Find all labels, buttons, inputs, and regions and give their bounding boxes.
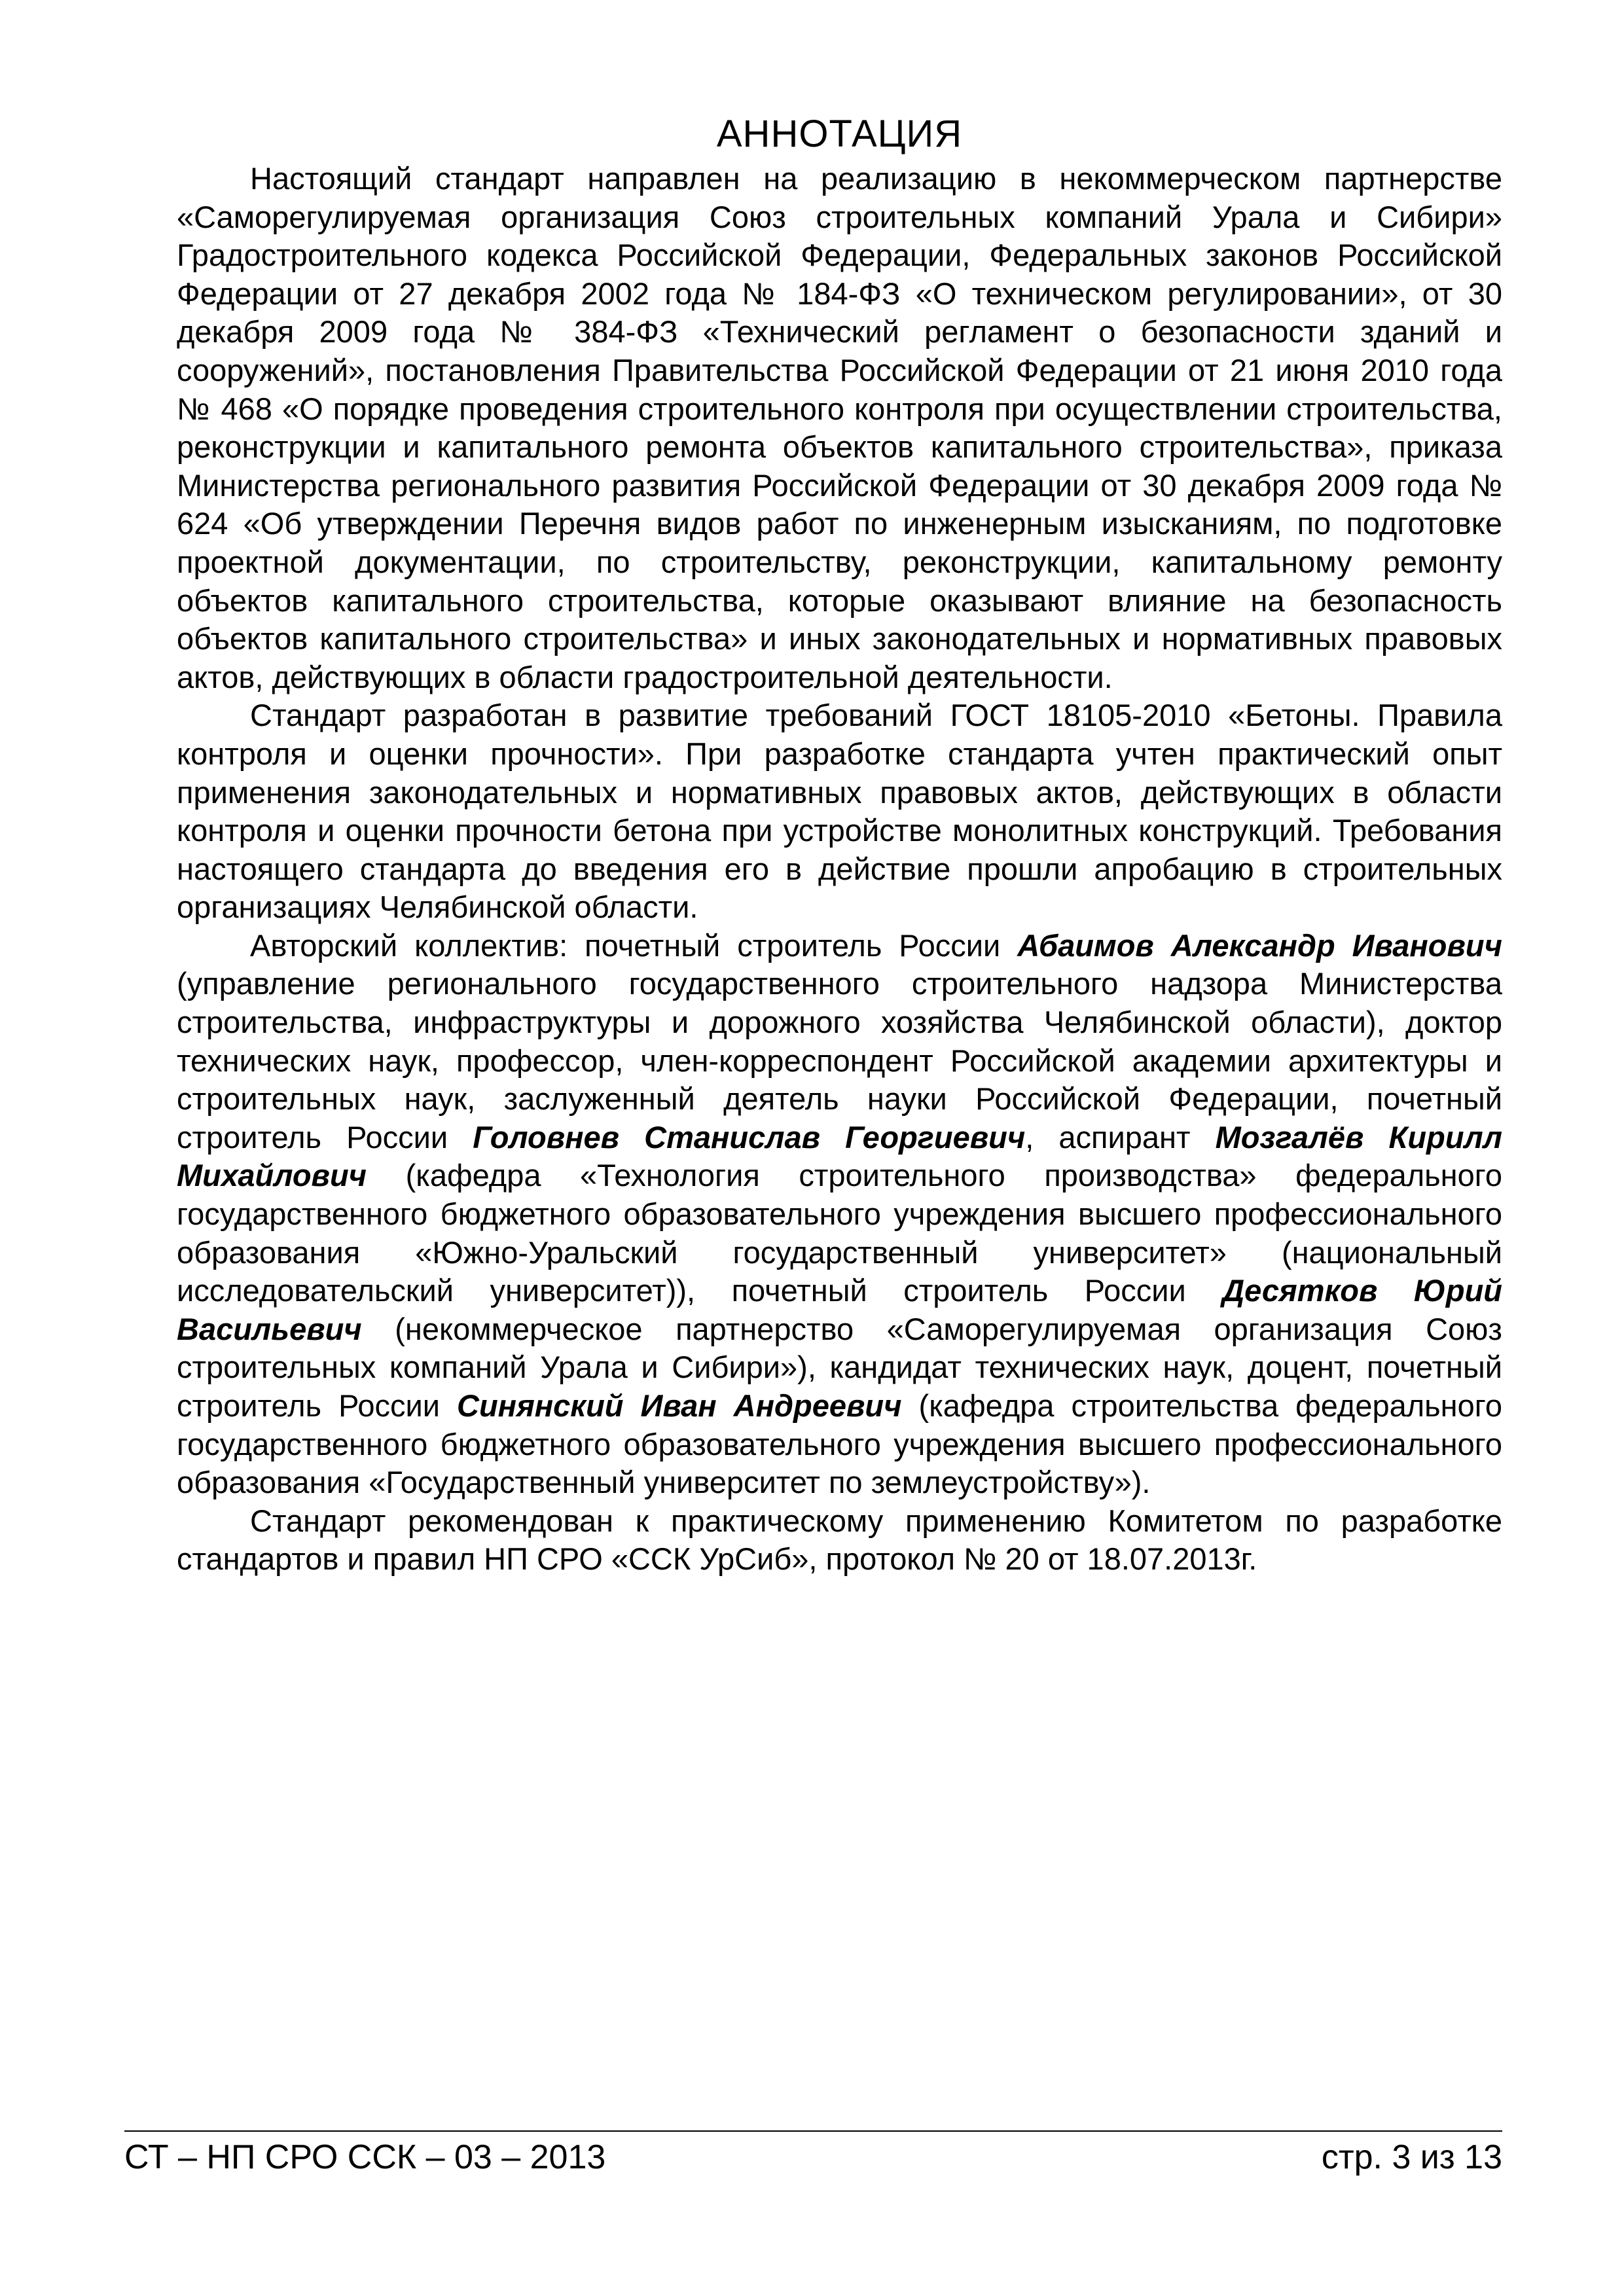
footer-page-number: стр. 3 из 13 bbox=[1321, 2138, 1502, 2176]
author-name: Десятков Юрий Васильевич bbox=[177, 1273, 1502, 1346]
footer-divider bbox=[124, 2130, 1502, 2132]
paragraph-text: (кафедра строительства федерального государственного бюджетного образовательного учреждения высшего профессионального образования «Государственный университет по землеустройству»). bbox=[177, 1388, 1502, 1500]
paragraph-purpose bbox=[177, 160, 1502, 696]
document-body bbox=[177, 111, 1502, 1579]
paragraph-text: Авторский коллектив: почетный строитель России bbox=[250, 927, 1018, 963]
author-name: Абаимов Александр Иванович bbox=[1017, 927, 1502, 963]
paragraph-text: (управление регионального государственного строительного надзора Министерства строительства, инфраструктуры и дорожного хозяйства Челябинской области), доктор технических наук, профессор, член-корреспондент Российской академии архитектуры и строительных наук, заслуженный деятель науки Российской Федерации, почетный строитель России bbox=[177, 966, 1502, 1155]
page-title: АННОТАЦИЯ bbox=[716, 113, 963, 155]
paragraph-text: Настоящий стандарт направлен на реализацию в некоммерческом партнерстве «Саморегулируемая организация Союз строительных компаний Урала и Сибири» Градостроительного кодекса Российской Федерации, Федеральных законов Российской Федерации от 27 декабря 2002 года № 184-ФЗ «О техническом регулировании», от 30 декабря 2009 года № 384-ФЗ «Технический регламент о безопасности зданий и сооружений», постановления Правительства Российской Федерации от 21 июня 2010 года № 468 «О порядке проведения строительного контроля при осуществлении строительства, реконструкции и капитального ремонта объектов капитального строительства», приказа Министерства регионального развития Российской Федерации от 30 декабря 2009 года № 624 «Об утверждении Перечня видов работ по инженерным изысканиям, по подготовке проектной документации, по строительству, реконструкции, капитальному ремонту объектов капитального строительства, которые оказывают влияние на безопасность объектов капитального строительства» и иных законодательных и нормативных правовых актов, действующих в области градостроительной деятельности. bbox=[177, 161, 1502, 694]
author-name: Мозгалёв Кирилл Михайлович bbox=[177, 1119, 1503, 1193]
paragraph-text: (некоммерческое партнерство «Саморегулируемая организация Союз строительных компаний Урала и Сибири»), кандидат технических наук, доцент, почетный строитель России bbox=[177, 1311, 1502, 1423]
footer-doc-code: СТ – НП СРО ССК – 03 – 2013 bbox=[124, 2138, 606, 2176]
paragraph-text: Стандарт разработан в развитие требований ГОСТ 18105-2010 «Бетоны. Правила контроля и оценки прочности». При разработке стандарта учтен практический опыт применения законодательных и нормативных правовых актов, действующих в области контроля и оценки прочности бетона при устройстве монолитных конструкций. Требования настоящего стандарта до введения его в действие прошли апробацию в строительных организациях Челябинской области. bbox=[177, 698, 1502, 925]
paragraph-recommendation bbox=[177, 1502, 1502, 1579]
paragraph-authors bbox=[177, 927, 1502, 1502]
author-name: Головнев Станислав Георгиевич bbox=[473, 1119, 1026, 1155]
paragraph-text: (кафедра «Технология строительного производства» федерального государственного бюджетного образовательного учреждения высшего профессионального образования «Южно-Уральский государственный университет» (национальный исследовательский университет)), почетный строитель России bbox=[177, 1158, 1502, 1308]
author-name: Синянский Иван Андреевич bbox=[457, 1388, 902, 1423]
paragraph-basis bbox=[177, 696, 1502, 927]
paragraph-text: Стандарт рекомендован к практическому применению Комитетом по разработке стандартов и правил НП СРО «ССК УрСиб», протокол № 20 от 18.07.2013г. bbox=[177, 1503, 1502, 1577]
paragraph-text: , аспирант bbox=[1025, 1119, 1216, 1155]
